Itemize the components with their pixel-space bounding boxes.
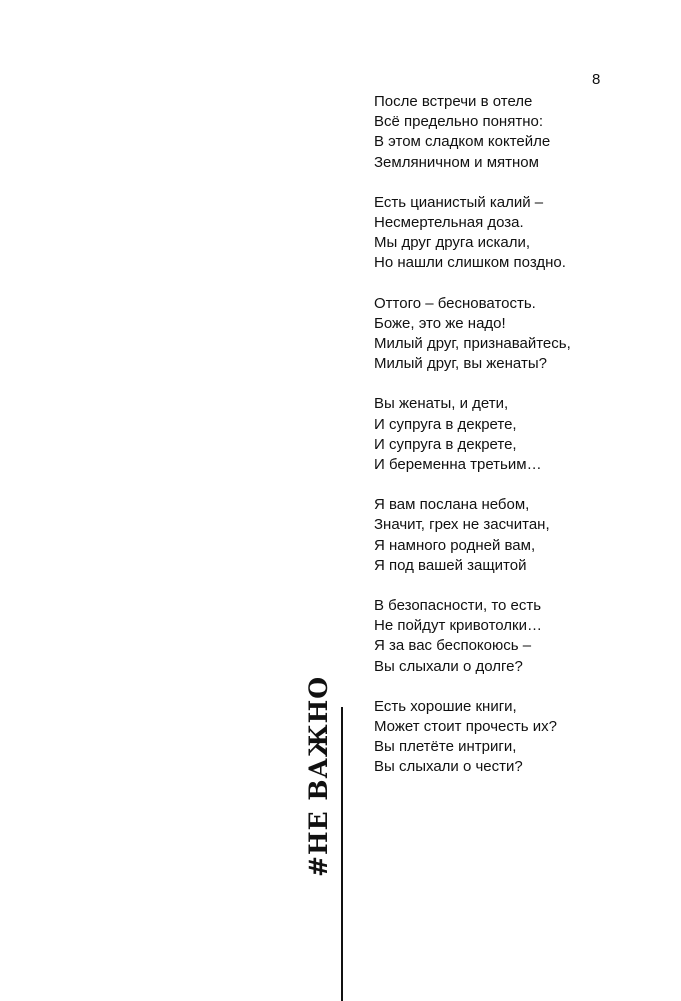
stanza-1	[374, 92, 664, 173]
stanza-7	[374, 697, 664, 778]
poem-line: В этом сладком коктейле	[374, 133, 551, 151]
poem-line: Но нашли слишком поздно.	[374, 254, 566, 272]
poem-line: В безопасности, то есть	[374, 597, 542, 615]
poem-line: Вы слыхали о чести?	[374, 758, 523, 776]
poem-line: Может стоит прочесть их?	[374, 718, 557, 736]
poem-line: Вы слыхали о долге?	[374, 657, 523, 675]
poem-line: Я под вашей защитой	[374, 556, 527, 574]
poem-line: Я за вас беспокоюсь –	[374, 637, 532, 655]
poem-line: Есть цианистый калий –	[374, 193, 544, 211]
poem-line: Всё предельно понятно:	[374, 113, 543, 131]
poem-line: Есть хорошие книги,	[374, 697, 517, 715]
poem-line: Земляничном и мятном	[374, 153, 539, 171]
poem-line: Мы друг друга искали,	[374, 234, 530, 252]
stanza-4	[374, 394, 664, 475]
vertical-section-title: #НЕ ВАЖНО	[304, 675, 333, 877]
stanza-3	[374, 294, 664, 375]
vertical-divider-line	[341, 707, 343, 1001]
stanza-6	[374, 596, 664, 677]
poem-line: Я вам послана небом,	[374, 496, 530, 514]
poem-line: Я намного родней вам,	[374, 536, 536, 554]
page-number: 8	[592, 71, 601, 88]
poem-line: Милый друг, признавайтесь,	[374, 335, 571, 353]
poem-line: И супруга в декрете,	[374, 415, 517, 433]
poem-line: Вы женаты, и дети,	[374, 395, 509, 413]
stanza-5	[374, 495, 664, 576]
poem-line: После встречи в отеле	[374, 93, 533, 110]
poem-line: Боже, это же надо!	[374, 314, 506, 332]
poem-line: Не пойдут кривотолки…	[374, 617, 542, 635]
poem-line: И супруга в декрете,	[374, 435, 517, 453]
poem-line: Вы плетёте интриги,	[374, 738, 517, 756]
stanza-2	[374, 193, 664, 274]
poem-line: И беременна третьим…	[374, 456, 542, 474]
poem-line: Несмертельная доза.	[374, 214, 524, 232]
poem	[374, 92, 664, 798]
poem-line: Оттого – бесноватость.	[374, 294, 536, 312]
poem-line: Милый друг, вы женаты?	[374, 355, 547, 373]
poem-line: Значит, грех не засчитан,	[374, 516, 550, 534]
